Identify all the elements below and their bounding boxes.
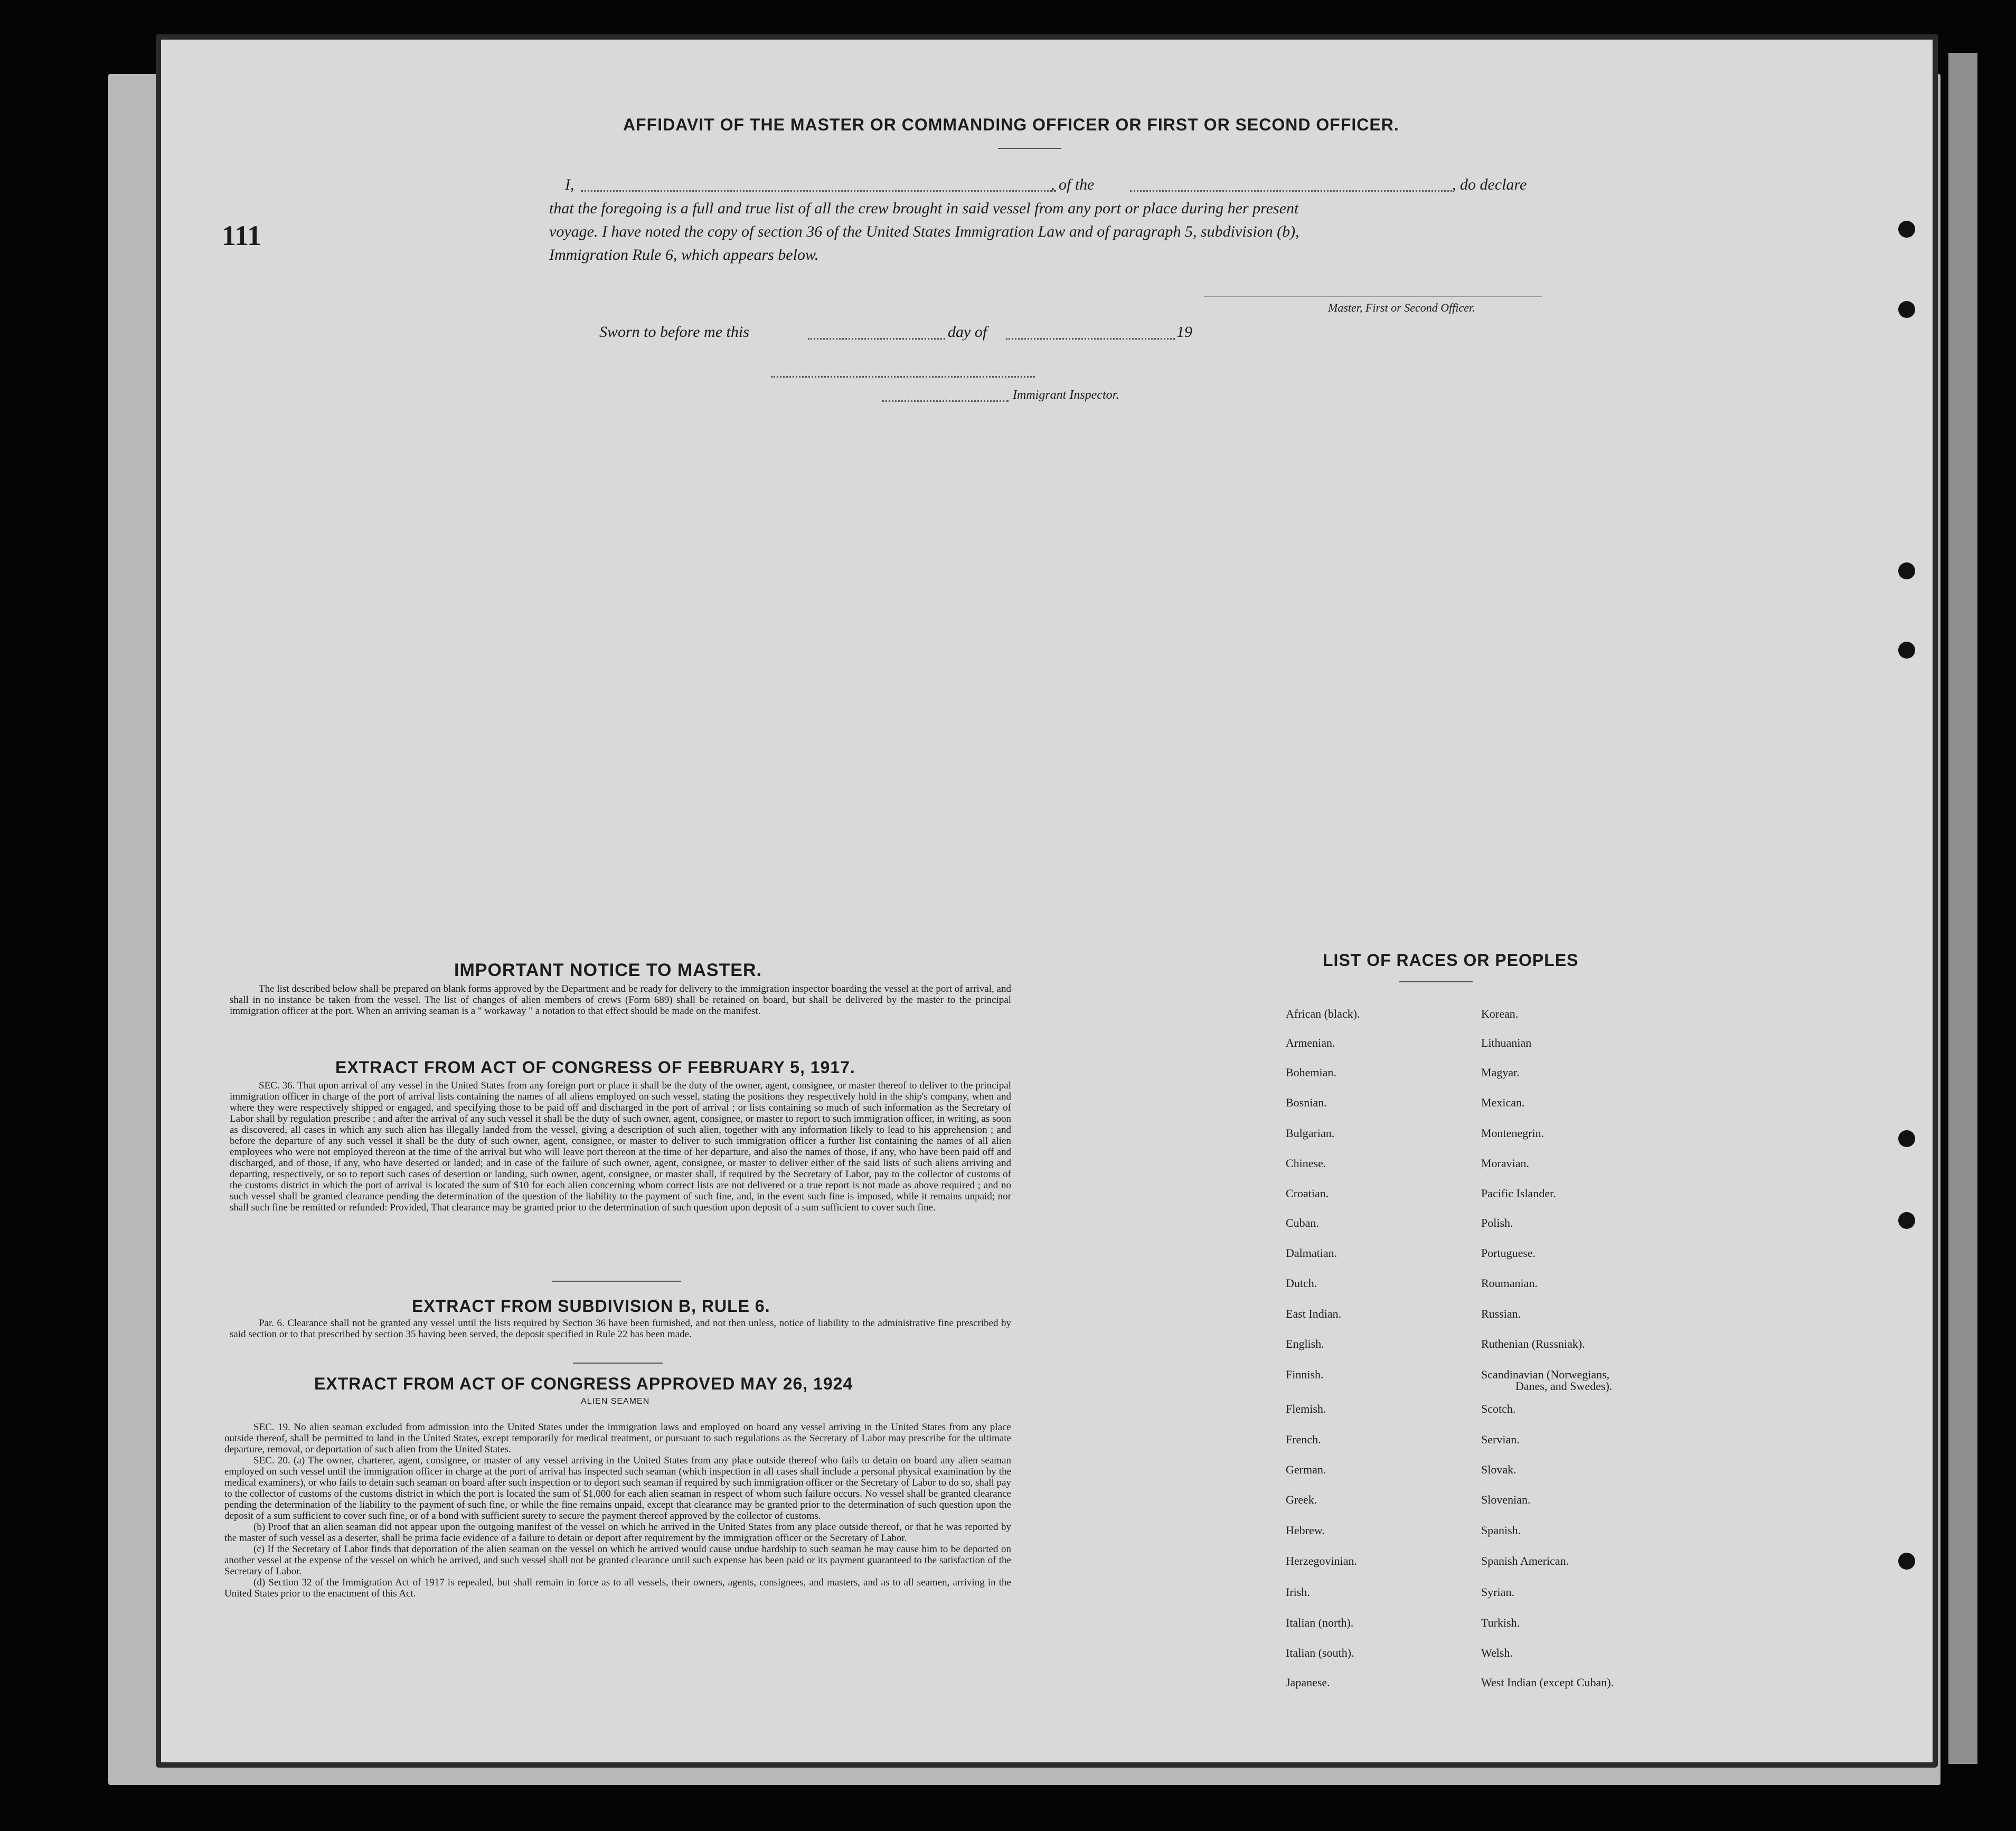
master-label: Master, First or Second Officer. xyxy=(1328,301,1475,314)
extract-1924-paragraph: (b) Proof that an alien seaman did not appear upon the outgoing manifest of the vessel on which he arrived in the United States from any place outside thereof, or that he was reported by the master of such vessel as a deserter, shall be prima facie evidence of a failure to detain or deport after requirement by the immigration officer or the Secretary of Labor. xyxy=(224,1522,1011,1544)
race-item: French. xyxy=(1286,1433,1321,1446)
day-of-label: day of xyxy=(948,323,987,341)
race-item: Japanese. xyxy=(1286,1676,1330,1689)
race-item: Welsh. xyxy=(1481,1646,1513,1659)
extract-1917-title: EXTRACT FROM ACT OF CONGRESS OF FEBRUARY 5, 1917. xyxy=(335,1058,855,1077)
race-item: West Indian (except Cuban). xyxy=(1481,1676,1614,1689)
race-item: Croatian. xyxy=(1286,1187,1329,1200)
race-item: Danes, and Swedes). xyxy=(1515,1379,1613,1393)
master-signature-line[interactable] xyxy=(1204,296,1542,297)
inspector-label: Immigrant Inspector. xyxy=(1013,388,1119,402)
affidavit-body-line: that the foregoing is a full and true list of all the crew brought in said vessel from any port or place during her present xyxy=(549,200,1299,217)
punch-hole-icon xyxy=(1898,562,1915,579)
notice-text: The list described below shall be prepared on blank forms approved by the Department and be ready for delivery to the immigration inspector boarding the vessel at the port of arrival, and shall in no instance be taken from the vessel. The list of changes of alien members of crews (Form 689) shall be retained on board, but shall be delivered by the master to the principal immigration officer at the port. When an arriving seaman is a " workaway " a notation to that effect should be made on the manifest. xyxy=(230,983,1011,1017)
extract-1924-subtitle: ALIEN SEAMEN xyxy=(581,1397,650,1406)
race-item: Polish. xyxy=(1481,1216,1513,1229)
race-item: Flemish. xyxy=(1286,1402,1326,1415)
inspector-signature-line[interactable] xyxy=(771,376,1035,378)
race-item: Russian. xyxy=(1481,1307,1521,1320)
race-item: Dalmatian. xyxy=(1286,1246,1337,1260)
affidavit-body-line: voyage. I have noted the copy of section 36 of the United States Immigration Law and of paragraph 5, subdivision (b), xyxy=(549,223,1299,240)
sworn-day-field[interactable] xyxy=(808,338,945,340)
race-item: Bosnian. xyxy=(1286,1096,1327,1109)
punch-hole-icon xyxy=(1898,1130,1915,1147)
race-item: Scotch. xyxy=(1481,1402,1516,1415)
race-item: Chinese. xyxy=(1286,1157,1326,1170)
affidavit-of-the: , of the xyxy=(1051,176,1095,193)
extract-rule6-text: Par. 6. Clearance shall not be granted any vessel until the lists required by Section 36 have been furnished, and not then unless, notice of liability to the administrative fine prescribed by said section or to that prescribed by section 35 having been served, the deposit specified in Rule 22 has been made. xyxy=(230,1318,1011,1340)
inspector-signature-line-2[interactable] xyxy=(882,400,1009,402)
punch-hole-icon xyxy=(1898,642,1915,659)
race-item: Roumanian. xyxy=(1481,1276,1538,1290)
race-item: Italian (south). xyxy=(1286,1646,1354,1659)
race-item: Bulgarian. xyxy=(1286,1126,1335,1140)
extract-1924-title: EXTRACT FROM ACT OF CONGRESS APPROVED MAY 26, 1924 xyxy=(314,1374,853,1393)
race-item: African (black). xyxy=(1286,1007,1360,1020)
notice-title: IMPORTANT NOTICE TO MASTER. xyxy=(454,960,762,980)
race-item: Hebrew. xyxy=(1286,1524,1325,1537)
race-item: Pacific Islander. xyxy=(1481,1187,1556,1200)
vessel-field[interactable] xyxy=(1130,190,1452,192)
extract-1924-body xyxy=(224,1422,1011,1599)
race-item: East Indian. xyxy=(1286,1307,1342,1320)
race-item: Spanish. xyxy=(1481,1524,1521,1537)
race-item: Cuban. xyxy=(1286,1216,1319,1229)
race-item: Italian (north). xyxy=(1286,1616,1354,1629)
race-item: Herzegovinian. xyxy=(1286,1554,1357,1567)
name-field[interactable] xyxy=(581,190,1056,192)
extract-1924-paragraph: SEC. 20. (a) The owner, charterer, agent, consignee, or master of any vessel arriving in the United States from any place outside thereof who fails to detain on board any alien seaman employed on such vessel until the immigration officer in charge at the port of arrival has inspected such seaman (which inspection in all cases shall include a personal physical examination by the medical examiners), or who fails to detain such seaman on board after such inspection or to deport such seaman if required by such immigration officer or the Secretary of Labor to do so, shall pay to the collector of customs of the customs district in which the port is located the sum of $1,000 for each alien seaman in respect of whom such failure occurs. No vessel shall be granted clearance pending the determination of the liability to the payment of such fine, or while the fine remains unpaid, except that clearance may be granted prior to the determination of such question upon the deposit of a sum sufficient to cover such fine, or of a bond with sufficient surety to secure the payment thereof approved by the collector of customs. xyxy=(224,1455,1011,1522)
race-item: Mexican. xyxy=(1481,1096,1525,1109)
affidavit-title: AFFIDAVIT OF THE MASTER OR COMMANDING OFFICER OR FIRST OR SECOND OFFICER. xyxy=(623,115,1399,134)
year-label: 19 xyxy=(1176,323,1192,341)
divider xyxy=(998,148,1061,149)
divider xyxy=(1399,981,1473,982)
divider xyxy=(573,1363,663,1364)
race-item: Dutch. xyxy=(1286,1276,1317,1290)
races-title: LIST OF RACES OR PEOPLES xyxy=(1323,951,1579,970)
race-item: Portuguese. xyxy=(1481,1246,1536,1260)
race-item: Irish. xyxy=(1286,1585,1310,1599)
race-item: Finnish. xyxy=(1286,1368,1324,1381)
race-item: Bohemian. xyxy=(1286,1066,1336,1079)
race-item: Servian. xyxy=(1481,1433,1520,1446)
race-item: German. xyxy=(1286,1463,1326,1476)
page-edge xyxy=(1948,53,1977,1764)
divider xyxy=(552,1281,681,1282)
race-item: Slovenian. xyxy=(1481,1493,1531,1506)
punch-hole-icon xyxy=(1898,1553,1915,1570)
race-item: Armenian. xyxy=(1286,1036,1335,1049)
affidavit-body-line: Immigration Rule 6, which appears below. xyxy=(549,246,819,264)
race-item: Moravian. xyxy=(1481,1157,1530,1170)
race-item: Slovak. xyxy=(1481,1463,1516,1476)
race-item: Scandinavian (Norwegians, xyxy=(1481,1368,1610,1381)
affidavit-i: I, xyxy=(565,176,574,193)
race-item: English. xyxy=(1286,1337,1324,1350)
extract-1924-paragraph: (d) Section 32 of the Immigration Act of 1917 is repealed, but shall remain in force as to all vessels, their owners, agents, consignees, and masters, and as to all seamen, arriving in the United States prior to the enactment of this Act. xyxy=(224,1577,1011,1599)
race-item: Montenegrin. xyxy=(1481,1126,1544,1140)
race-item: Ruthenian (Russniak). xyxy=(1481,1337,1585,1350)
race-item: Turkish. xyxy=(1481,1616,1520,1629)
punch-hole-icon xyxy=(1898,301,1915,318)
race-item: Lithuanian xyxy=(1481,1036,1532,1049)
punch-hole-icon xyxy=(1898,221,1915,238)
race-item: Korean. xyxy=(1481,1007,1519,1020)
race-item: Spanish American. xyxy=(1481,1554,1569,1567)
extract-1924-paragraph: (c) If the Secretary of Labor finds that deportation of the alien seaman on the vessel on which he arrived would cause undue hardship to such seaman he may cause him to be deported on another vessel at the expense of the vessel on which he arrived, and such vessel shall not be granted clearance until such expense has been paid or its payment guaranteed to the satisfaction of the Secretary of Labor. xyxy=(224,1544,1011,1577)
affidavit-do-declare: , do declare xyxy=(1452,176,1527,193)
sworn-label: Sworn to before me this xyxy=(599,323,749,341)
margin-number: 111 xyxy=(222,220,262,251)
extract-1924-paragraph: SEC. 19. No alien seaman excluded from admission into the United States under the immigration laws and employed on board any vessel arriving in the United States from any place outside thereof, shall be permitted to land in the United States, except temporarily for medical treatment, or pursuant to such regulations as the Secretary of Labor may prescribe for the ultimate departure, removal, or deportation of such alien from the United States. xyxy=(224,1422,1011,1455)
race-item: Magyar. xyxy=(1481,1066,1520,1079)
sworn-month-field[interactable] xyxy=(1006,338,1175,340)
race-item: Syrian. xyxy=(1481,1585,1514,1599)
extract-1917-text: SEC. 36. That upon arrival of any vessel in the United States from any foreign port or place it shall be the duty of the owner, agent, consignee, or master thereof to deliver to the principal immigration officer in charge of the port of arrival lists containing the names of all aliens employed on such vessel, stating the positions they respectively hold in the ship's company, when and where they were respectively shipped or engaged, and specifying those to be paid off and discharged in the port of arrival ; or lists containing so much of such information as the Secretary of Labor shall by regulation prescribe ; and after the arrival of any such vessel it shall be the duty of such owner, agent, consignee, or master to report to such immigration officer, in writing, as soon as discovered, all cases in which any such alien has illegally landed from the vessel, giving a description of such alien, together with any information likely to lead to his apprehension ; and before the departure of any such vessel it shall be the duty of such owner, agent, consignee, or master to deliver to such immigration officer a further list containing the names of all alien employees who were not employed thereon at the time of the arrival but who will leave port thereon at the time of her departure, and also the names of those, if any, who have been paid off and discharged, and of those, if any, who have deserted or landed; and in case of the failure of such owner, agent, consignee, or master to deliver either of the said lists of such aliens arriving and departing, respectively, or so to report such cases of desertion or landing, such owner, agent, consignee, or master shall, if required by the Secretary of Labor, pay to the collector of customs of the customs district in which the port of arrival is located the sum of $10 for each alien concerning whom correct lists are not delivered or a true report is not made as above required ; and no such vessel shall be granted clearance pending the determination of the question of the liability to the payment of such fine, and, in the event such fine is imposed, while it remains unpaid; nor shall such fine be remitted or refunded: Provided, That clearance may be granted prior to the determination of such question upon deposit of a sum sufficient to cover such fine. xyxy=(230,1080,1011,1213)
punch-hole-icon xyxy=(1898,1212,1915,1229)
extract-rule6-title: EXTRACT FROM SUBDIVISION B, RULE 6. xyxy=(412,1297,770,1316)
race-item: Greek. xyxy=(1286,1493,1317,1506)
